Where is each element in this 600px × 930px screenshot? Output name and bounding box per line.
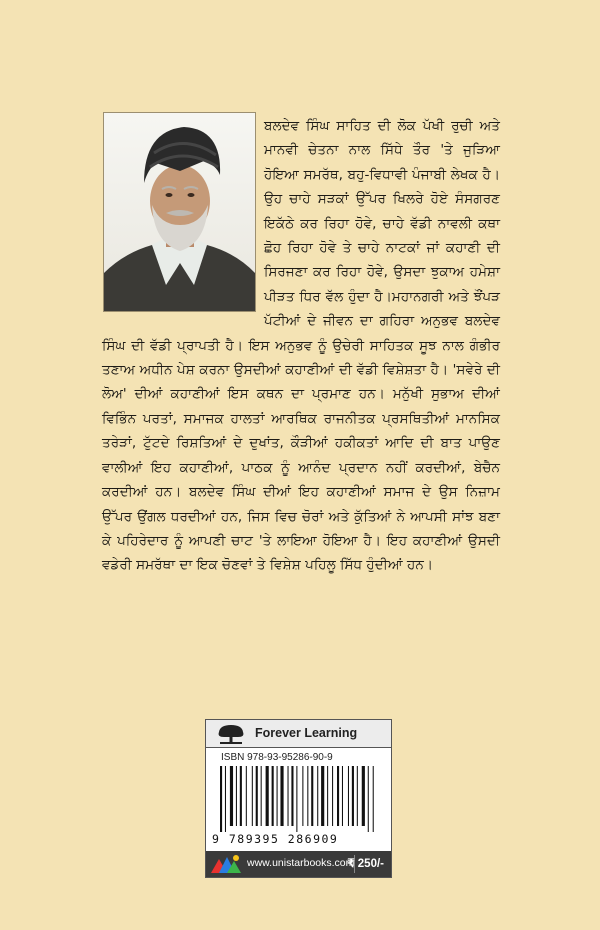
barcode-bar	[256, 766, 258, 826]
website-label: www.unistarbooks.com	[247, 857, 355, 869]
publisher-logo-icon	[209, 853, 243, 875]
barcode-bar	[311, 766, 313, 826]
barcode-footer	[206, 851, 391, 877]
barcode-bar	[342, 766, 343, 826]
barcode-bar	[362, 766, 365, 826]
barcode-bar	[302, 766, 303, 826]
photo-spacer	[102, 114, 264, 310]
barcode-bar	[230, 766, 233, 826]
barcode-bar	[220, 766, 222, 832]
barcode-panel	[205, 719, 392, 878]
barcode-bar	[368, 766, 369, 832]
blurb-text: ਬਲਦੇਵ ਸਿੰਘ ਸਾਹਿਤ ਦੀ ਲੋਕ ਪੱਖੀ ਰੁਚੀ ਅਤੇ ਮਾਨਵੀ ਚੇਤਨਾ ਨਾਲ ਸਿੱਧੇ ਤੌਰ 'ਤੇ ਜੁੜਿਆ ਹੋਇਆ ਸਮਰੱਥ, ਬਹੁ-ਵਿਧਾਵੀ ਪੰਜਾਬੀ ਲੇਖਕ ਹੈ। ਉਹ ਚਾਹੇ ਸੜਕਾਂ ਉੱਪਰ ਖਿਲਰੇ ਹੋਏ ਸੰਸਗਰਣ ਇਕੱਠੇ ਕਰ ਰਿਹਾ ਹੋਵੇ, ਚਾਹੇ ਵੱਡੀ ਨਾਵਲੀ ਕਥਾ ਛੋਹ ਰਿਹਾ ਹੋਵੇ ਤੇ ਚਾਹੇ ਨਾਟਕਾਂ ਜਾਂ ਕਹਾਣੀ ਦੀ ਸਿਰਜਣਾ ਕਰ ਰਿਹਾ ਹੋਵੇ, ਉਸਦਾ ਝੁਕਾਅ ਹਮੇਸ਼ਾ ਪੀੜਤ ਧਿਰ ਵੱਲ ਹੁੰਦਾ ਹੈ।ਮਹਾਨਗਰੀ ਅਤੇ ਝੌਂਪੜ ਪੱਟੀਆਂ ਦੇ ਜੀਵਨ ਦਾ ਗਹਿਰਾ ਅਨੁਭਵ ਬਲਦੇਵ ਸਿੰਘ ਦੀ ਵੱਡੀ ਪ੍ਰਾਪਤੀ ਹੈ। ਇਸ ਅਨੁਭਵ ਨੂੰ ਉਚੇਰੀ ਸਾਹਿਤਕ ਸੂਝ ਨਾਲ ਗੰਭੀਰ ਤਣਾਅ ਅਧੀਨ ਪੇਸ਼ ਕਰਨਾ ਉਸਦੀਆਂ ਕਹਾਣੀਆਂ ਦੀ ਵੱਡੀ ਵਿਸ਼ੇਸ਼ਤਾ ਹੈ। 'ਸਵੇਰੇ ਦੀ ਲੋਅ' ਦੀਆਂ ਕਹਾਣੀਆਂ ਇਸ ਕਥਨ ਦਾ ਪ੍ਰਮਾਣ ਹਨ। ਮਨੁੱਖੀ ਸੁਭਾਅ ਦੀਆਂ ਵਿਭਿੰਨ ਪਰਤਾਂ, ਸਮਾਜਕ ਹਾਲਤਾਂ ਆਰਥਿਕ ਰਾਜਨੀਤਕ ਪ੍ਰਸਥਿਤੀਆਂ ਮਾਨਸਿਕ ਤਰੇੜਾਂ, ਟੁੱਟਦੇ ਰਿਸ਼ਤਿਆਂ ਦੇ ਦੁਖਾਂਤ, ਕੌੜੀਆਂ ਹਕੀਕਤਾਂ ਆਦਿ ਦੀ ਬਾਤ ਪਾਉਣ ਵਾਲੀਆਂ ਇਹ ਕਹਾਣੀਆਂ, ਪਾਠਕ ਨੂੰ ਆਨੰਦ ਪ੍ਰਦਾਨ ਨਹੀਂ ਕਰਦੀਆਂ, ਬੇਚੈਨ ਕਰਦੀਆਂ ਹਨ। ਬਲਦੇਵ ਸਿੰਘ ਦੀਆਂ ਇਹ ਕਹਾਣੀਆਂ ਸਮਾਜ ਦੇ ਉਸ ਨਿਜ਼ਾਮ ਉੱਪਰ ਉਂਗਲ ਧਰਦੀਆਂ ਹਨ, ਜਿਸ ਵਿਚ ਚੋਰਾਂ ਅਤੇ ਕੁੱਤਿਆਂ ਨੇ ਆਪਸੀ ਸਾਂਝ ਬਣਾ ਕੇ ਪਹਿਰੇਦਾਰ ਨੂੰ ਆਪਣੀ ਚਾਟ 'ਤੇ ਲਾਇਆ ਹੋਇਆ ਹੈ। ਇਹ ਕਹਾਣੀਆਂ ਉਸਦੀ ਵਡੇਰੀ ਸਮਰੱਥਾ ਦਾ ਇਕ ਚੋਣਵਾਂ ਤੇ ਵਿਸ਼ੇਸ਼ ਪਹਿਲੂ ਸਿੱਧ ਹੁੰਦੀਆਂ ਹਨ।	[102, 118, 500, 574]
barcode-bar	[321, 766, 324, 826]
barcode-bar	[327, 766, 328, 826]
barcode-bar	[225, 766, 226, 832]
barcode-bar	[373, 766, 374, 832]
barcode-bar	[357, 766, 358, 826]
barcode-bar	[332, 766, 333, 826]
tree-icon	[216, 723, 246, 745]
barcode-bar	[352, 766, 354, 826]
isbn-label: ISBN 978-93-95286-90-9	[221, 752, 333, 763]
barcode-bar	[291, 766, 293, 826]
barcode-bar	[261, 766, 262, 826]
back-cover-blurb	[102, 114, 500, 578]
barcode-bar	[252, 766, 253, 826]
barcode-bar	[317, 766, 318, 826]
barcode-bar	[288, 766, 289, 826]
barcode-bar	[277, 766, 278, 826]
barcode-bar	[280, 766, 283, 826]
barcode-bar	[337, 766, 339, 826]
barcode-bar	[266, 766, 269, 826]
brand-label: Forever Learning	[255, 726, 358, 740]
barcode-bars	[218, 766, 378, 832]
barcode-bar	[240, 766, 242, 826]
barcode-bar	[272, 766, 274, 826]
barcode-bar	[246, 766, 247, 826]
barcode-bar	[307, 766, 308, 826]
barcode-bar	[236, 766, 237, 826]
barcode-bar	[296, 766, 297, 832]
barcode-digits: 9 789395 286909	[212, 832, 339, 846]
barcode-header	[206, 720, 391, 748]
barcode-bar	[348, 766, 349, 826]
price-label: ₹ 250/-	[347, 858, 384, 870]
